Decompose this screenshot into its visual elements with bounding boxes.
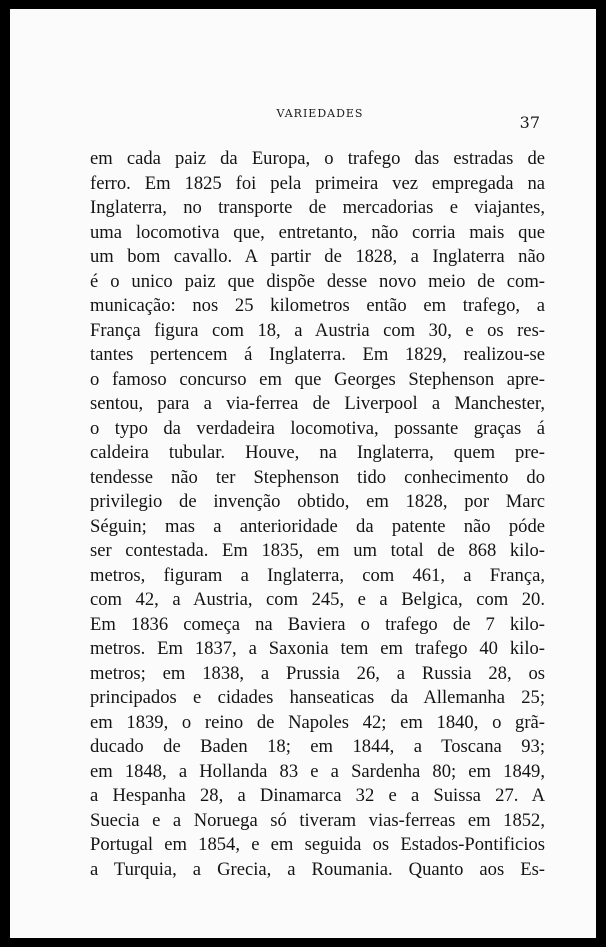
text-line: Em 1836 começa na Baviera o trafego de 7 kilo- xyxy=(90,613,545,635)
text-line: é o unico paiz que dispõe desse novo meio de com- xyxy=(90,270,545,292)
running-head xyxy=(100,107,540,133)
text-line: com 42, a Austria, com 245, e a Belgica, com 20. xyxy=(90,589,545,610)
text-line: ferro. Em 1825 foi pela primeira vez empregada na xyxy=(90,172,545,194)
page-number: 37 xyxy=(519,113,540,132)
text-line: o typo da verdadeira locomotiva, possante graças á xyxy=(90,417,545,439)
body-text xyxy=(90,147,545,882)
text-line: Portugal em 1854, e em seguida os Estados-Pontificios xyxy=(90,834,545,855)
text-line: a Turquia, a Grecia, a Roumania. Quanto aos Es- xyxy=(90,858,545,880)
text-line: França figura com 18, a Austria com 30, e os res- xyxy=(90,319,545,341)
book-page xyxy=(10,9,596,938)
text-line: tendesse não ter Stephenson tido conhecimento do xyxy=(90,466,545,488)
text-line: metros, figuram a Inglaterra, com 461, a França, xyxy=(90,564,545,586)
text-line: uma locomotiva que, entretanto, não corria mais que xyxy=(90,221,545,243)
text-line: sentou, para a via-ferrea de Liverpool a Manchester, xyxy=(90,393,545,414)
text-line: Inglaterra, no transporte de mercadorias e viajantes, xyxy=(90,197,545,218)
text-line: em cada paiz da Europa, o trafego das estradas de xyxy=(90,148,545,169)
text-line: a Hespanha 28, a Dinamarca 32 e a Suissa 27. A xyxy=(90,785,545,806)
text-line: em 1839, o reino de Napoles 42; em 1840, o grã- xyxy=(90,711,545,733)
text-line: ser contestada. Em 1835, em um total de 868 kilo- xyxy=(90,540,545,561)
text-line: metros; em 1838, a Prussia 26, a Russia 28, os xyxy=(90,662,545,684)
text-line: principados e cidades hanseaticas da Allemanha 25; xyxy=(90,687,545,708)
text-line: metros. Em 1837, a Saxonia tem em trafego 40 kilo- xyxy=(90,638,545,659)
running-head-title: VARIEDADES xyxy=(276,107,364,120)
text-line: Séguin; mas a anterioridade da patente não póde xyxy=(90,515,545,537)
text-line: privilegio de invenção obtido, em 1828, por Marc xyxy=(90,491,545,512)
text-line: Suecia e a Noruega só tiveram vias-ferreas em 1852, xyxy=(90,809,545,831)
text-line: tantes pertencem á Inglaterra. Em 1829, realizou-se xyxy=(90,344,545,365)
text-line: em 1848, a Hollanda 83 e a Sardenha 80; em 1849, xyxy=(90,760,545,782)
text-line: caldeira tubular. Houve, na Inglaterra, quem pre- xyxy=(90,442,545,463)
text-line: o famoso concurso em que Georges Stephenson apre- xyxy=(90,368,545,390)
text-line: municação: nos 25 kilometros então em trafego, a xyxy=(90,295,545,316)
text-line: um bom cavallo. A partir de 1828, a Inglaterra não xyxy=(90,246,545,267)
text-line: ducado de Baden 18; em 1844, a Toscana 93; xyxy=(90,736,545,757)
